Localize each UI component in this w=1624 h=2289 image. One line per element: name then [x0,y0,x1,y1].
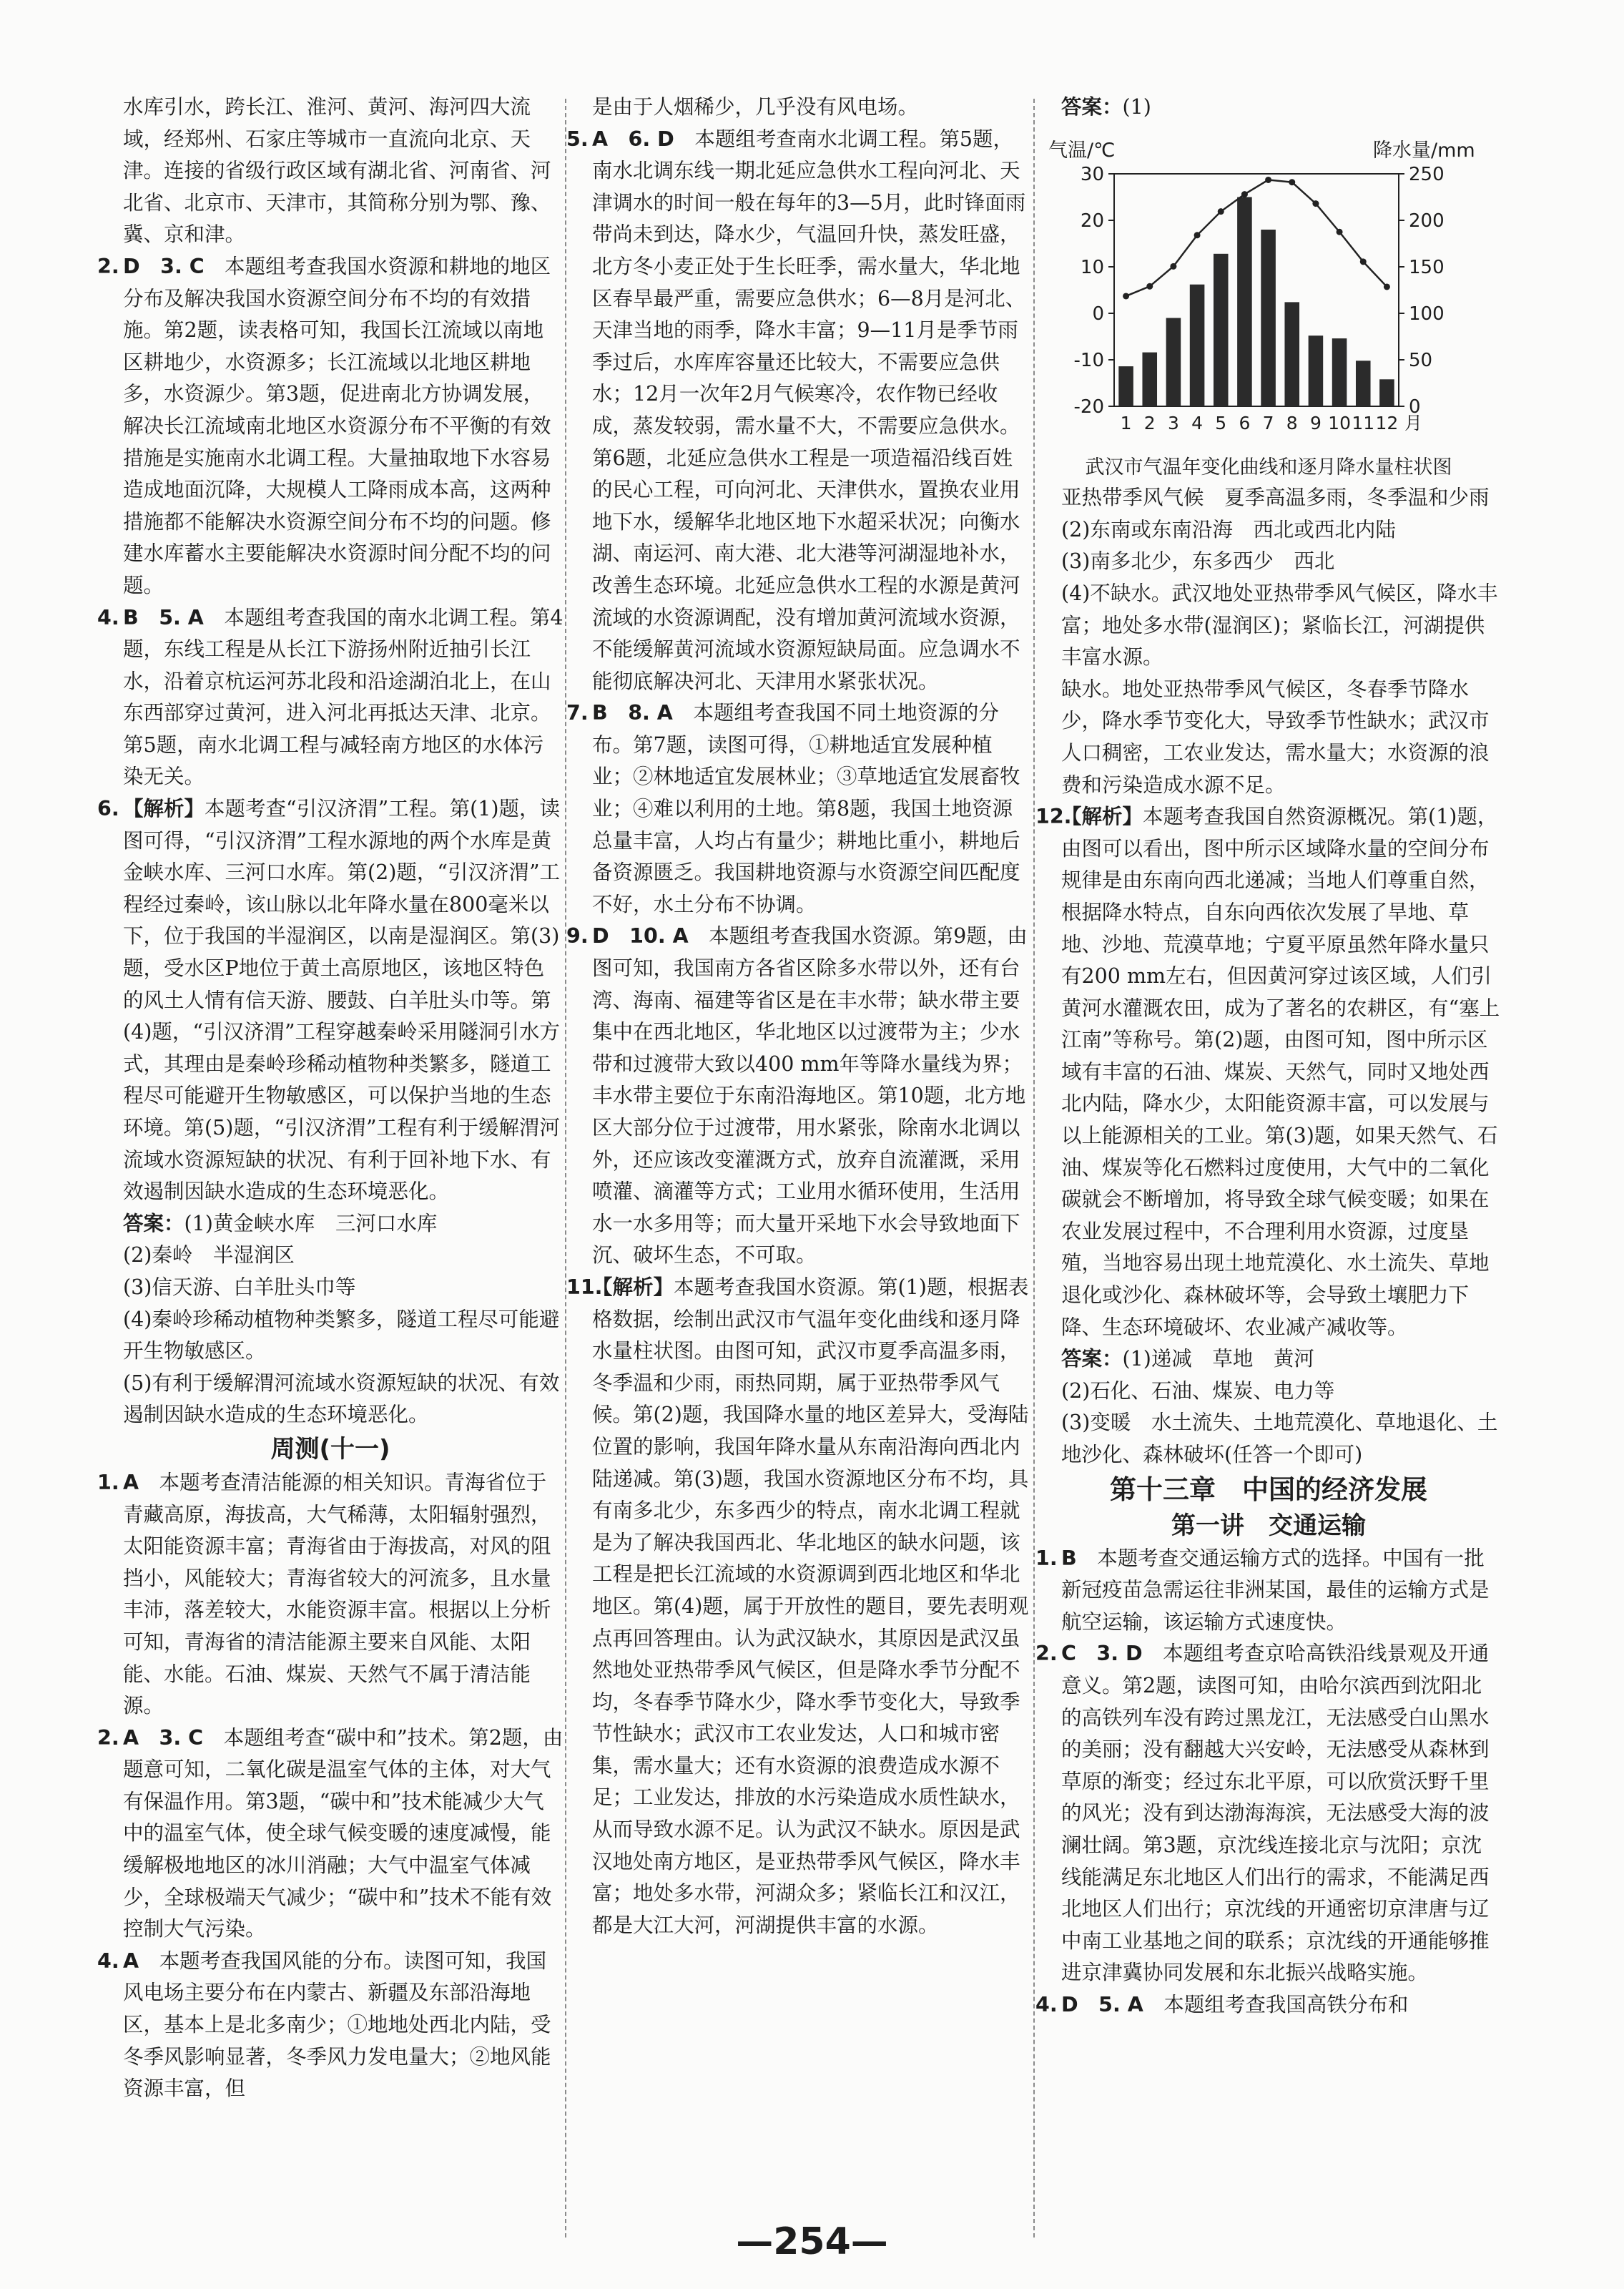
item-number: 6. [97,797,119,821]
answer-line: (4)不缺水。武汉地处亚热带季风气候区，降水丰富；地处多水带(湿润区)；紧临长江，河湖提供丰富水源。 [1061,581,1498,670]
x-tick-label: 6 [1239,412,1251,433]
climate-chart-svg [1035,124,1502,444]
answer-line: (2)秦岭 半湿润区 [123,1243,295,1268]
item-number: 1. [1035,1546,1058,1570]
x-tick-label: 12 [1375,412,1399,433]
climate-chart [1035,124,1502,483]
column-1 [97,92,564,2105]
answer-line: (2)东南或东南沿海 西北或西北内陆 [1061,517,1396,541]
item-text: 本题组考查我国水资源和耕地的地区分布及解决我国水资源空间分布不均的有效措施。第2题，读表格可知，我国长江流域以南地区耕地少，水资源多；长江流域以北地区耕地多，水资源少。第3题，促进南北方协调发展，解决长江流域南北地区水资源分布不平衡的有效措施是实施南水北调工程。大量抽取地下水容易造成地面沉降，大规模人工降雨成本高，这两种措施都不能解决水资源空间分布不均的问题。修建水库蓄水主要能解决水资源时间分配不均的问题。 [123,254,551,597]
item-answers: A [123,1470,139,1494]
item-number: 2. [1035,1642,1058,1666]
precipitation-bar [1190,284,1205,406]
precipitation-bar [1261,230,1276,406]
item-text: 本题考查清洁能源的相关知识。青海省位于青藏高原，海拔高，大气稀薄，太阳辐射强烈，太阳能资源丰富；青海省由于海拔高，对风的阻挡小，风能较大；青海省较大的河流多，且水量丰沛，落差较大，水能资源丰富。根据以上分析可知，青海省的清洁能源主要来自风能、太阳能、水能。石油、煤炭、天然气不属于清洁能源。 [123,1470,551,1718]
chapter-title: 第十三章 中国的经济发展 [1110,1474,1427,1505]
answer-line [1035,1343,1502,1376]
temperature-point [1123,293,1129,299]
x-tick-label: 3 [1167,412,1179,433]
item-answers: B [1061,1546,1077,1570]
temperature-point [1241,191,1248,197]
temperature-point [1360,258,1367,265]
precipitation-bar [1284,302,1299,406]
precipitation-bar [1142,352,1157,406]
item-text: 本题组考查“碳中和”技术。第2题，由题意可知，二氧化碳是温室气体的主体，对大气有保温作用。第3题，“碳中和”技术能减少大气中的温室气体，使全球气候变暖的速度减慢，能缓解极地地区的冰川消融；大气中温室气体减少，全球极端天气减少；“碳中和”技术不能有效控制大气污染。 [123,1725,564,1941]
x-unit-label: 月 [1404,412,1423,433]
answer-line: (3)变暖 水土流失、土地荒漠化、草地退化、土地沙化、森林破坏(任答一个即可) [1061,1411,1498,1466]
temperature-point [1194,232,1201,238]
answer-item-6 [97,793,564,1208]
precipitation-bar [1309,335,1324,406]
item-number: 11. [566,1275,603,1299]
precipitation-bar [1332,338,1347,406]
item-answers: D 5. A [1061,1992,1143,2016]
answer-item-4-5 [97,602,564,794]
precipitation-bar [1237,197,1252,406]
item-number: 4. [97,1949,119,1973]
answer-item-t2-3 [1035,1638,1502,1989]
item-text: 本题考查我国自然资源概况。第(1)题，由图可以看出，图中所示区域降水量的空间分布规律是由东南向西北递减；当地人们尊重自然，根据降水特点，自东向西依次发展了旱地、草地、沙地、荒漠草地；宁夏平原虽然年降水量只有200 mm左右，但因黄河穿过该区域，人们引黄河水灌溉农田，成为了著名的农耕区，有“塞上江南”等称号。第(2)题，由图可知，图中所示区域有丰富的石油、煤炭、天然气，同时又地处西北内陆，降水少，太阳能资源丰富，可以发展与以上能源相关的工业。第(3)题，如果天然气、石油、煤炭等化石燃料过度使用，大气中的二氧化碳就会不断增加，将导致全球气候变暖；如果在农业发展过程中，不合理利用水资源，过度垦殖，当地容易出现土地荒漠化、水土流失、草地退化或沙化、森林破坏等，会导致土壤肥力下降、生态环境破坏、农业减产减收等。 [1061,805,1500,1339]
answer-line: 缺水。地处亚热带季风气候区，冬春季节降水少，降水季节变化大，导致季节性缺水；武汉市人口稠密，工农业发达，需水量大；水资源的浪费和污染造成水源不足。 [1061,677,1490,797]
answer-label: 答案： [1061,1347,1123,1371]
right-tick-label: 100 [1409,303,1445,325]
left-tick-label: -20 [1073,396,1104,418]
analysis-label: 【解析】 [123,797,205,821]
answer-text: (1) [1122,95,1151,119]
temperature-point [1170,263,1176,269]
x-tick-label: 5 [1215,412,1227,433]
precipitation-bar [1166,318,1181,406]
right-tick-label: 250 [1409,163,1445,185]
answer-line [97,1208,564,1240]
precipitation-bar [1356,361,1371,406]
right-tick-label: 200 [1409,210,1445,232]
temperature-point [1384,283,1390,290]
answer-line: (4)秦岭珍稀动植物种类繁多，隧道工程尽可能避开生物敏感区。 [123,1307,560,1363]
item-number: 9. [566,924,589,949]
x-tick-label: 10 [1328,412,1351,433]
answer-item-1 [97,1467,564,1722]
item-text: 本题考查“引汉济渭”工程。第(1)题，读图可得，“引汉济渭”工程水源地的两个水库是黄金峡水库、三河口水库。第(2)题，“引汉济渭”工程经过秦岭，该山脉以北年降水量在800毫米以下，位于我国的半湿润区，以南是湿润区。第(3)题，受水区P地位于黄土高原地区，该地区特色的风土人情有信天游、腰鼓、白羊肚头巾等。第(4)题，“引汉济渭”工程穿越秦岭采用隧洞引水方式，其理由是秦岭珍稀动植物种类繁多，隧道工程尽可能避开生物敏感区，可以保护当地的生态环境。第(5)题，“引汉济渭”工程有利于缓解渭河流域水资源短缺的状况、有利于回补地下水、有效遏制因缺水造成的生态环境恶化。 [123,797,561,1204]
item-number: 2. [97,254,119,278]
x-tick-label: 4 [1191,412,1204,433]
item-answers: C 3. D [1061,1642,1143,1666]
answer-line: (5)有利于缓解渭河流域水资源短缺的状况、有效遏制因缺水造成的生态环境恶化。 [123,1371,560,1427]
x-tick-label: 11 [1352,412,1375,433]
x-tick-label: 8 [1286,412,1298,433]
column-divider [1033,99,1035,2237]
right-axis-label: 降水量/mm [1373,139,1475,162]
left-tick-label: 10 [1080,256,1104,278]
answer-line: (2)石化、石油、煤炭、电力等 [1061,1378,1335,1403]
answer-item-t4-5 [1035,1989,1502,2021]
item-number: 12. [1035,805,1072,829]
item-text: 本题组考查我国不同土地资源的分布。第7题，读图可得，①耕地适宜发展种植业；②林地适宜发展林业；③草地适宜发展畜牧业；④难以利用的土地。第8题，我国土地资源总量丰富，人均占有量少；耕地比重小，耕地后备资源匮乏。我国耕地资源与水资源空间匹配度不好，水土分布不协调。 [592,701,1020,916]
left-axis-label: 气温/℃ [1048,139,1116,162]
item-number: 5. [566,127,589,151]
analysis-label: 【解析】 [1061,805,1143,829]
answer-item-t1 [1035,1543,1502,1639]
item-text: 本题考查我国水资源。第(1)题，根据表格数据，绘制出武汉市气温年变化曲线和逐月降水量柱状图。由图可知，武汉市夏季高温多雨，冬季温和少雨，雨热同期，属于亚热带季风气候。第(2)题，我国降水量的地区差异大，受海陆位置的影响，我国年降水量从东南沿海向西北内陆递减。第(3)题，我国水资源地区分布不均，具有南多北少，东多西少的特点，南水北调工程就是为了解决我国西北、华北地区的缺水问题，该工程是把长江流域的水资源调到西北地区和华北地区。第(4)题，属于开放性的题目，要先表明观点再回答理由。认为武汉缺水，其原因是武汉虽然地处亚热带季风气候区，但是降水季节分配不均，冬春季节降水少，降水季节变化大，导致季节性缺水；武汉市工农业发达，人口和城市密集，需水量大；还有水资源的浪费造成水源不足；工业发达，排放的水污染造成水质性缺水，从而导致水源不足。认为武汉不缺水。原因是武汉地处南方地区，是亚热带季风气候区，降水丰富；地处多水带，河湖众多；紧临长江和汉江，都是大江大河，河湖提供丰富的水源。 [592,1275,1029,1937]
item-text: 本题组考查我国高铁分布和 [1163,1992,1409,2016]
item-answers: A [123,1949,139,1973]
answer-item-9-10 [566,921,1033,1272]
item-number: 7. [566,701,589,725]
lecture-title: 第一讲 交通运输 [1171,1511,1366,1540]
paragraph: 水库引水，跨长江、淮河、黄河、海河四大流域，经郑州、石家庄等城市一直流向北京、天津。连接的省级行政区域有湖北省、河南省、河北省、北京市、天津市，其简称分别为鄂、豫、冀、京和津。 [123,95,551,247]
chart-caption: 武汉市气温年变化曲线和逐月降水量柱状图 [1085,456,1452,479]
temperature-point [1218,208,1224,215]
temperature-point [1289,179,1295,185]
item-text: 本题组考查我国水资源。第9题，由图可知，我国南方各省区除多水带以外，还有台湾、海南、福建等省区是在丰水带；缺水带主要集中在西北地区，华北地区以过渡带为主；少水带和过渡带大致以400 mm年等降水量线为界；丰水带主要位于东南沿海地区。第10题，北方地区大部分位于过渡带，用水紧张，除南水北调以外，还应该改变灌溉方式，放弃自流灌溉，采用喷灌、滴灌等方式；工业用水循环使用，生活用水一水多用等；而大量开采地下水会导致地面下沉、破坏生态，不可取。 [592,924,1028,1268]
x-tick-label: 7 [1262,412,1274,433]
x-tick-label: 2 [1143,412,1156,433]
item-number: 4. [97,605,119,629]
temperature-point [1146,283,1153,289]
analysis-label: 【解析】 [592,1275,674,1299]
column-2 [566,92,1033,1941]
temperature-point [1337,228,1343,235]
answer-label: 答案： [123,1211,184,1235]
answer-item-12 [1035,801,1502,1343]
answer-item-4b [97,1946,564,2105]
answer-line: 亚热带季风气候 夏季高温多雨，冬季温和少雨 [1061,486,1490,510]
temperature-line [1126,180,1387,296]
precipitation-bar [1214,253,1229,406]
answer-line: (3)南多北少，东多西少 西北 [1061,549,1335,574]
answer-item-7-8 [566,697,1033,921]
left-tick-label: 0 [1092,303,1104,325]
answer-item-5-6 [566,124,1033,698]
item-text: 本题组考查南水北调工程。第5题，南水北调东线一期北延应急供水工程向河北、天津调水的时间一般在每年的3—5月，此时锋面雨带尚未到达，降水少，气温回升快，蒸发旺盛，北方冬小麦正处于生长旺季，需水量大，华北地区春旱最严重，需要应急供水；6—8月是河北、天津当地的雨季，降水丰富；9—11月是季节雨季过后，水库库容量还比较大，不需要应急供水；12月一次年2月气候寒冷，农作物已经收成，蒸发较弱，需水量不大，不需要应急供水。第6题，北延应急供水工程是一项造福沿线百姓的民心工程，可向河北、天津供水，置换农业用地下水，缓解华北地区地下水超采状况；向衡水湖、南运河、南大港、北大港等河湖湿地补水，改善生态环境。北延应急供水工程的水源是黄河流域的水资源调配，没有增加黄河流域水资源，不能缓解黄河流域水资源短缺局面。应急调水不能彻底解决河北、天津用水紧张状况。 [592,127,1026,693]
answer-text: (1)递减 草地 黄河 [1122,1347,1314,1371]
left-tick-label: 20 [1080,210,1104,232]
item-answers: A 6. D [592,127,674,151]
item-text: 本题考查我国风能的分布。读图可知，我国风电场主要分布在内蒙古、新疆及东部沿海地区，基本上是北多南少；①地地处西北内陆，受冬季风影响显著，冬季风力发电量大；②地风能资源丰富，但 [123,1949,551,2101]
item-answers: A 3. C [123,1725,204,1750]
item-answers: B 8. A [592,701,673,725]
answer-label: 答案： [1061,95,1123,119]
section-title: 周测(十一) [270,1434,390,1464]
item-number: 4. [1035,1992,1058,2016]
left-tick-label: 30 [1080,163,1104,185]
item-text: 本题组考查我国的南水北调工程。第4题，东线工程是从长江下游扬州附近抽引长江水，沿着京杭运河苏北段和沿途湖泊北上，在山东西部穿过黄河，进入河北再抵达天津、北京。第5题，南水北调工程与减轻南方地区的水体污染无关。 [123,605,564,789]
item-text: 本题组考查京哈高铁沿线景观及开通意义。第2题，读图可知，由哈尔滨西到沈阳北的高铁列车没有跨过黑龙江，无法感受白山黑水的美丽；没有翻越大兴安岭，无法感受从森林到草原的渐变；经过东北平原，可以欣赏沃野千里的风光；没有到达渤海海滨，无法感受大海的波澜壮阔。第3题，京沈线连接北京与沈阳；京沈线能满足东北地区人们出行的需求，不能满足西北地区人们出行；京沈线的开通密切京津唐与辽中南工业基地之间的联系；京沈线的开通能够推进京津冀协同发展和东北振兴战略实施。 [1061,1642,1490,1985]
item-number: 2. [97,1725,119,1750]
item-answers: D 3. C [123,254,205,278]
precipitation-bar [1118,366,1133,406]
x-tick-label: 1 [1120,412,1132,433]
temperature-point [1265,177,1271,183]
right-tick-label: 50 [1409,349,1433,371]
paragraph: 是由于人烟稀少，几乎没有风电场。 [592,95,919,119]
right-tick-label: 0 [1409,396,1421,418]
item-answers: D 10. A [592,924,689,949]
answer-item-2-3b [97,1722,564,1946]
answer-line: (3)信天游、白羊肚头巾等 [123,1275,356,1299]
right-tick-label: 150 [1409,256,1445,278]
item-number: 1. [97,1470,119,1494]
left-tick-label: -10 [1073,349,1104,371]
item-text: 本题考查交通运输方式的选择。中国有一批新冠疫苗急需运往非洲某国，最佳的运输方式是航空运输，该运输方式速度快。 [1061,1546,1490,1634]
answer-text: (1)黄金峡水库 三河口水库 [184,1211,438,1235]
x-tick-label: 9 [1309,412,1322,433]
item-answers: B 5. A [123,605,204,629]
answer-item-11 [566,1272,1033,1941]
page-number: —254— [736,2220,888,2263]
answer-line [1035,92,1502,124]
temperature-point [1312,200,1319,207]
precipitation-bar [1379,379,1394,406]
column-3 [1035,92,1502,2021]
answer-item-2-3 [97,251,564,602]
